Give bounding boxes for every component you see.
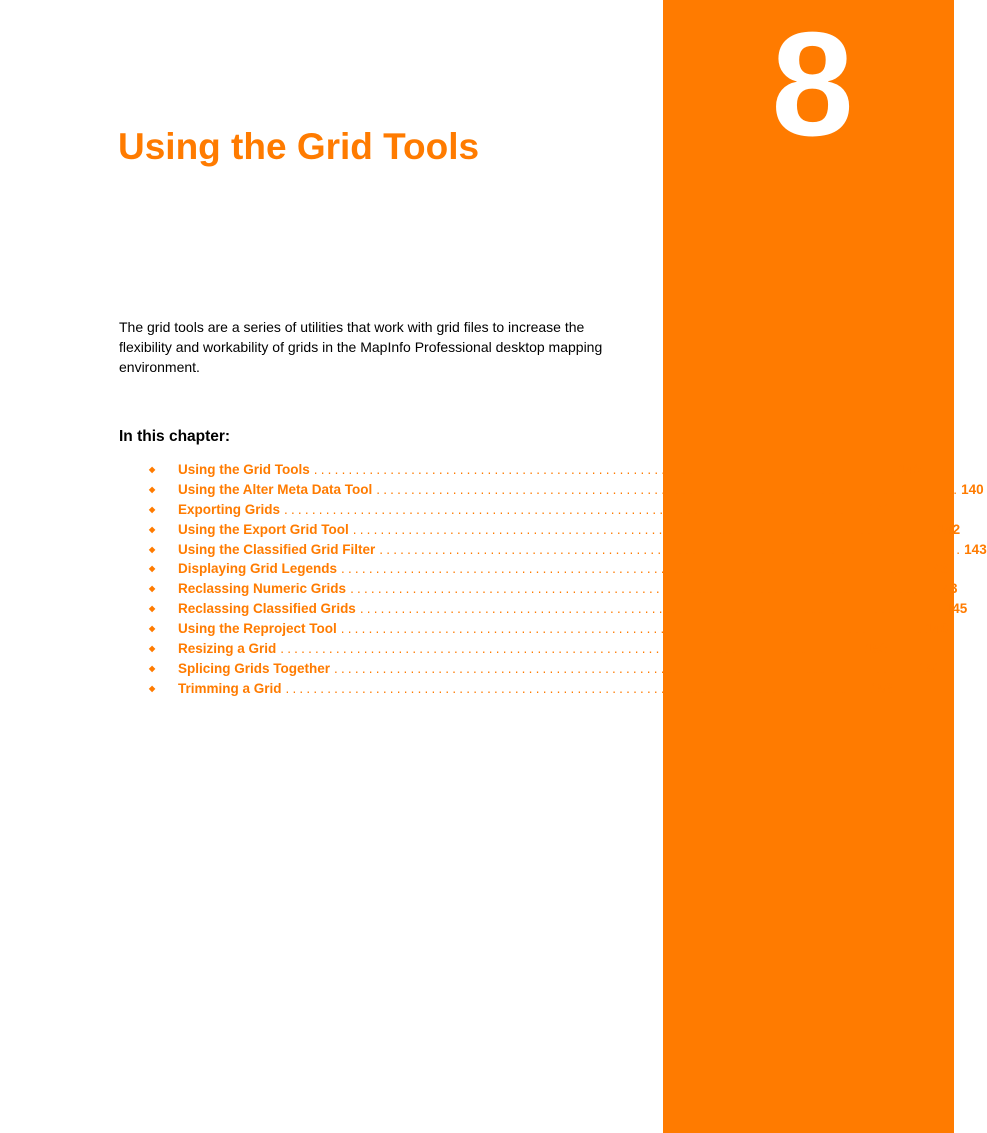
toc-leader-dots: .................................................................................... — [376, 481, 961, 497]
intro-paragraph: The grid tools are a series of utilities that work with grid files to increase the flexibility and workability of grids in the MapInfo Professional desktop mapping environment. — [119, 319, 603, 375]
toc-item-classified-grid-filter[interactable] — [146, 540, 987, 560]
diamond-bullet-icon: ◆ — [149, 604, 156, 614]
toc-item-trimming-a-grid[interactable] — [146, 679, 893, 699]
table-of-contents — [146, 460, 987, 699]
diamond-bullet-icon: ◆ — [149, 524, 156, 534]
toc-item-exporting-grids[interactable] — [146, 500, 892, 520]
toc-item-reproject-tool[interactable] — [146, 619, 949, 639]
diamond-bullet-icon: ◆ — [149, 465, 156, 474]
toc-item-title: Using the Classified Grid Filter — [178, 541, 376, 557]
toc-item-reclassing-numeric-grids[interactable] — [146, 579, 958, 599]
toc-item-page: 143 — [925, 561, 949, 577]
toc-item-displaying-grid-legends[interactable] — [146, 559, 949, 579]
toc-item-using-the-grid-tools[interactable] — [146, 460, 922, 480]
toc-leader-dots: .................................................................................... — [340, 621, 925, 637]
toc-item-title: Using the Reproject Tool — [178, 621, 337, 637]
toc-leader-dots: .................................................................................... — [284, 501, 868, 517]
toc-item-title: Using the Alter Meta Data Tool — [178, 481, 373, 497]
toc-item-page: 145 — [944, 601, 968, 617]
toc-item-title: Reclassing Classified Grids — [178, 601, 356, 617]
diamond-bullet-icon: ◆ — [149, 663, 156, 673]
toc-heading: In this chapter: — [119, 428, 231, 445]
toc-item-page: 143 — [964, 541, 987, 557]
toc-leader-dots: .................................................................................... — [280, 641, 865, 657]
toc-item-page: 153 — [870, 680, 893, 696]
diamond-bullet-icon: ◆ — [149, 584, 156, 594]
toc-leader-dots: .................................................................................... — [359, 601, 944, 617]
toc-item-page: 150 — [865, 641, 888, 657]
toc-item-title: Splicing Grids Together — [178, 660, 331, 676]
toc-leader-dots: .................................................................................... — [341, 561, 925, 577]
diamond-bullet-icon: ◆ — [149, 504, 156, 514]
toc-item-title: Reclassing Numeric Grids — [178, 581, 347, 597]
toc-leader-dots: .................................................................................... — [350, 581, 934, 597]
toc-item-title: Trimming a Grid — [178, 680, 282, 696]
toc-leader-dots: .................................................................................... — [379, 541, 964, 557]
toc-item-export-grid-tool[interactable] — [146, 520, 961, 540]
toc-leader-dots: .................................................................................... — [313, 462, 898, 477]
diamond-bullet-icon: ◆ — [149, 683, 156, 693]
toc-leader-dots: .................................................................................... — [352, 521, 937, 537]
toc-item-title: Using the Export Grid Tool — [178, 521, 349, 537]
diamond-bullet-icon: ◆ — [149, 644, 156, 654]
toc-item-resizing-a-grid[interactable] — [146, 639, 888, 659]
toc-item-title: Exporting Grids — [178, 501, 281, 517]
diamond-bullet-icon: ◆ — [149, 544, 156, 554]
toc-item-title: Displaying Grid Legends — [178, 561, 338, 577]
toc-item-page: 148 — [925, 621, 949, 637]
toc-item-splicing-grids-together[interactable] — [146, 659, 942, 679]
toc-item-reclassing-classified-grids[interactable] — [146, 599, 968, 619]
toc-leader-dots: .................................................................................... — [285, 680, 870, 696]
toc-item-page: 141 — [868, 501, 892, 517]
toc-item-title: Resizing a Grid — [178, 641, 277, 657]
diamond-bullet-icon: ◆ — [149, 624, 156, 634]
toc-item-page: 140 — [961, 481, 984, 497]
toc-item-page: 142 — [937, 521, 961, 537]
toc-leader-dots: .................................................................................... — [334, 660, 918, 676]
page-title: Using the Grid Tools — [118, 126, 480, 167]
diamond-bullet-icon: ◆ — [149, 564, 156, 574]
toc-item-title: Using the Grid Tools — [178, 462, 310, 477]
toc-item-alter-meta-data-tool[interactable] — [146, 480, 984, 500]
toc-item-page: 140 — [898, 462, 922, 477]
chapter-number: 8 — [771, 2, 854, 167]
toc-item-page: 143 — [934, 581, 958, 597]
diamond-bullet-icon: ◆ — [149, 484, 156, 494]
toc-item-page: 151 — [918, 660, 942, 676]
